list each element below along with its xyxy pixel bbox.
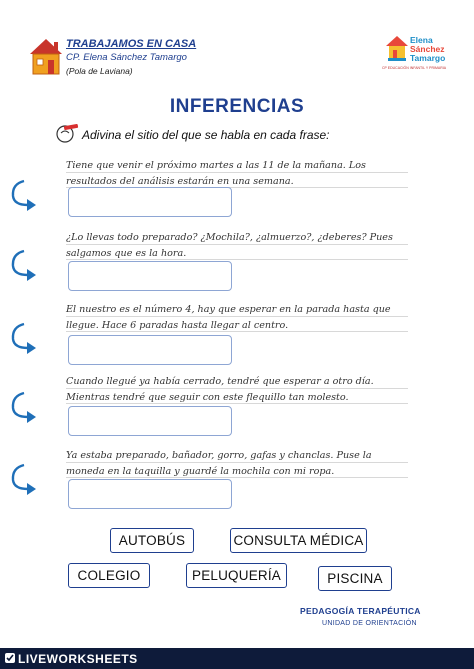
exercise-phrase: Tiene que venir el próximo martes a las 11 de la mañana. Los resultados del análisis estarán en una semana.: [66, 160, 366, 187]
curved-arrow-icon: [10, 462, 38, 496]
liveworksheets-logo-icon: [4, 652, 16, 664]
curved-arrow-icon: [10, 178, 38, 212]
house-icon: [28, 38, 64, 76]
exercise-phrase: Ya estaba preparado, bañador, gorro, gafas y chanclas. Puse la moneda en la taquilla y guardé la mochila con mi ropa.: [66, 450, 372, 477]
curved-arrow-icon: [10, 390, 38, 424]
option-piscina[interactable]: PISCINA: [318, 566, 392, 591]
school-location: (Pola de Laviana): [66, 66, 133, 76]
answer-field[interactable]: [68, 335, 232, 365]
exercise-phrase: Cuando llegué ya había cerrado, tendré que esperar a otro día. Mientras tendré que seguir con este flequillo tan molesto.: [66, 376, 374, 403]
header-title: TRABAJAMOS EN CASA: [66, 38, 197, 50]
option-colegio[interactable]: COLEGIO: [68, 563, 150, 588]
option-consulta-medica[interactable]: CONSULTA MÉDICA: [230, 528, 367, 553]
curved-arrow-icon: [10, 248, 38, 282]
school-logo-icon: [384, 34, 410, 64]
pencil-hand-icon: [56, 121, 80, 143]
page-title: INFERENCIAS: [169, 96, 305, 117]
answer-field[interactable]: [68, 406, 232, 436]
curved-arrow-icon: [10, 321, 38, 355]
option-peluqueria[interactable]: PELUQUERÍA: [186, 563, 287, 588]
brand-name[interactable]: LIVEWORKSHEETS: [18, 652, 138, 666]
footer-title: PEDAGOGÍA TERAPÉUTICA: [300, 606, 421, 616]
answer-field[interactable]: [68, 479, 232, 509]
logo-line: Elena: [410, 35, 433, 45]
option-autobus[interactable]: AUTOBÚS: [110, 528, 194, 553]
exercise-phrase: ¿Lo llevas todo preparado? ¿Mochila?, ¿almuerzo?, ¿deberes? Pues salgamos que es la hora.: [66, 232, 393, 259]
footer-subtitle: UNIDAD DE ORIENTACIÓN: [322, 620, 417, 627]
school-logo-text: [410, 36, 445, 63]
instruction-text: Adivina el sitio del que se habla en cada frase:: [82, 128, 330, 142]
logo-tagline: CP EDUCACIÓN INFANTIL Y PRIMARIA: [382, 66, 447, 70]
answer-field[interactable]: [68, 261, 232, 291]
logo-line: Tamargo: [410, 53, 446, 63]
school-name: CP. Elena Sánchez Tamargo: [66, 52, 187, 63]
answer-field[interactable]: [68, 187, 232, 217]
exercise-phrase: El nuestro es el número 4, hay que esperar en la parada hasta que llegue. Hace 6 paradas hasta llegar al centro.: [66, 304, 391, 331]
logo-line: Sánchez: [410, 44, 445, 54]
